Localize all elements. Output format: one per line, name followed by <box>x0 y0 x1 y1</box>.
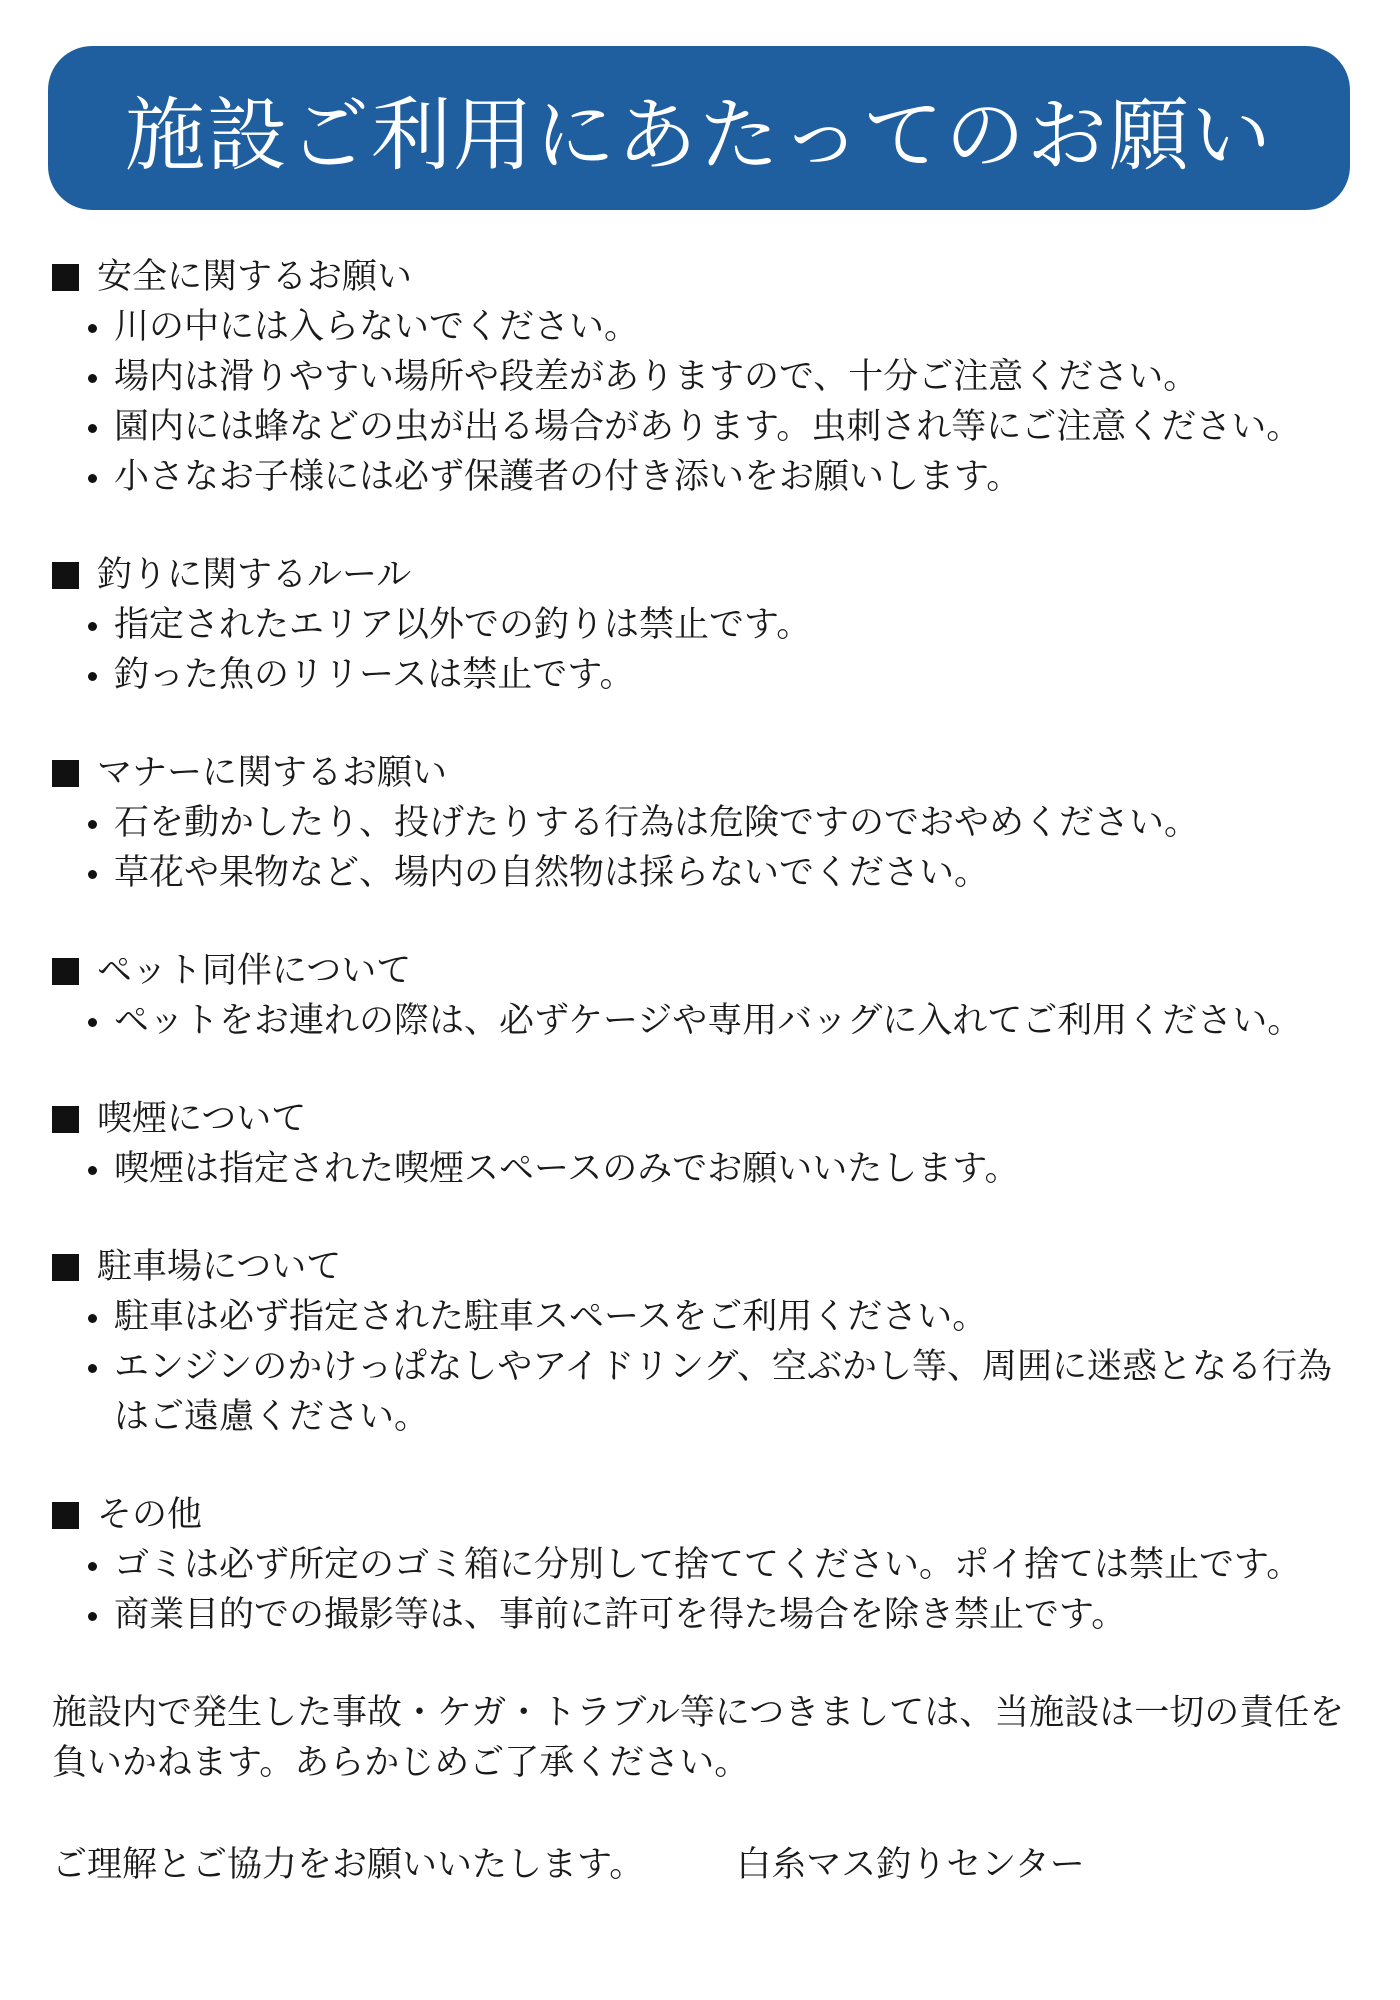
black-square-icon <box>52 760 79 787</box>
bullet-list <box>52 1540 1352 1640</box>
bullet-dot-icon <box>88 820 97 829</box>
section-heading-text: 釣りに関するルール <box>97 555 412 595</box>
list-item <box>52 848 1352 898</box>
bullet-list <box>52 1144 1352 1194</box>
section <box>52 1242 1352 1442</box>
list-item-text: 駐車は必ず指定された駐車スペースをご利用ください。 <box>114 1297 988 1337</box>
list-item-text: ゴミは必ず所定のゴミ箱に分別して捨ててください。ポイ捨ては禁止です。 <box>114 1545 1302 1585</box>
closing-signature: 白糸マス釣りセンター <box>736 1845 1085 1885</box>
section-heading <box>52 748 1352 798</box>
black-square-icon <box>52 1106 79 1133</box>
bullet-dot-icon <box>88 870 97 879</box>
section <box>52 748 1352 898</box>
bullet-list <box>52 996 1352 1046</box>
list-item <box>52 798 1352 848</box>
black-square-icon <box>52 562 79 589</box>
bullet-dot-icon <box>88 1314 97 1323</box>
closing-line <box>52 1840 1352 1890</box>
list-item <box>52 1540 1352 1590</box>
list-item-text: 商業目的での撮影等は、事前に許可を得た場合を除き禁止です。 <box>114 1595 1127 1635</box>
bullet-dot-icon <box>88 474 97 483</box>
list-item-text: 小さなお子様には必ず保護者の付き添いをお願いします。 <box>114 457 1022 497</box>
bullet-dot-icon <box>88 1018 97 1027</box>
section-heading <box>52 1094 1352 1144</box>
list-item <box>52 1292 1352 1342</box>
bullet-dot-icon <box>88 1562 97 1571</box>
page-title: 施設ご利用にあたってのお願い <box>125 88 1273 182</box>
list-item <box>52 996 1352 1046</box>
title-banner <box>48 46 1350 210</box>
liability-notice: 施設内で発生した事故・ケガ・トラブル等につきましては、当施設は一切の責任を負いかねます。あらかじめご了承ください。 <box>52 1693 1345 1783</box>
bullet-list <box>52 600 1352 700</box>
bullet-dot-icon <box>88 324 97 333</box>
section-heading <box>52 1490 1352 1540</box>
section <box>52 1490 1352 1640</box>
list-item <box>52 600 1352 650</box>
list-item-text: 喫煙は指定された喫煙スペースのみでお願いいたします。 <box>114 1149 1020 1189</box>
list-item-text: 指定されたエリア以外での釣りは禁止です。 <box>114 605 812 645</box>
list-item-text: 川の中には入らないでください。 <box>114 307 640 347</box>
black-square-icon <box>52 958 79 985</box>
section-heading-text: その他 <box>97 1495 203 1535</box>
list-item <box>52 352 1352 402</box>
section-heading-text: 安全に関するお願い <box>97 257 413 297</box>
list-item-text: 草花や果物など、場内の自然物は採らないでください。 <box>114 853 990 893</box>
bullet-dot-icon <box>88 424 97 433</box>
list-item <box>52 1144 1352 1194</box>
list-item-text: 場内は滑りやすい場所や段差がありますので、十分ご注意ください。 <box>114 357 1199 397</box>
bullet-list <box>52 302 1352 502</box>
section-heading <box>52 550 1352 600</box>
section <box>52 946 1352 1046</box>
list-item-text: 園内には蜂などの虫が出る場合があります。虫刺され等にご注意ください。 <box>114 407 1302 447</box>
section <box>52 252 1352 502</box>
bullet-dot-icon <box>88 672 97 681</box>
list-item <box>52 402 1352 452</box>
section-heading <box>52 252 1352 302</box>
section-heading-text: 駐車場について <box>97 1247 342 1287</box>
list-item-text: エンジンのかけっぱなしやアイドリング、空ぶかし等、周囲に迷惑となる行為はご遠慮ください。 <box>114 1347 1333 1437</box>
list-item-text: ペットをお連れの際は、必ずケージや専用バッグに入れてご利用ください。 <box>114 1001 1303 1041</box>
bullet-dot-icon <box>88 1364 97 1373</box>
bullet-dot-icon <box>88 374 97 383</box>
list-item <box>52 1342 1352 1442</box>
section-heading-text: 喫煙について <box>97 1099 307 1139</box>
bullet-list <box>52 1292 1352 1442</box>
bullet-dot-icon <box>88 1612 97 1621</box>
bullet-dot-icon <box>88 1166 97 1175</box>
closing-message: ご理解とご協力をお願いいたします。 <box>52 1845 645 1885</box>
list-item-text: 釣った魚のリリースは禁止です。 <box>114 655 635 695</box>
section-heading-text: マナーに関するお願い <box>97 753 448 793</box>
bullet-list <box>52 798 1352 898</box>
rules-content <box>52 252 1352 1890</box>
section <box>52 1094 1352 1194</box>
bullet-dot-icon <box>88 622 97 631</box>
section <box>52 550 1352 700</box>
list-item <box>52 1590 1352 1640</box>
black-square-icon <box>52 264 79 291</box>
list-item <box>52 302 1352 352</box>
black-square-icon <box>52 1254 79 1281</box>
list-item <box>52 650 1352 700</box>
section-heading-text: ペット同伴について <box>97 951 412 991</box>
black-square-icon <box>52 1502 79 1529</box>
list-item-text: 石を動かしたり、投げたりする行為は危険ですのでおやめください。 <box>114 803 1200 843</box>
sections-container <box>52 252 1352 1640</box>
section-heading <box>52 1242 1352 1292</box>
section-heading <box>52 946 1352 996</box>
list-item <box>52 452 1352 502</box>
